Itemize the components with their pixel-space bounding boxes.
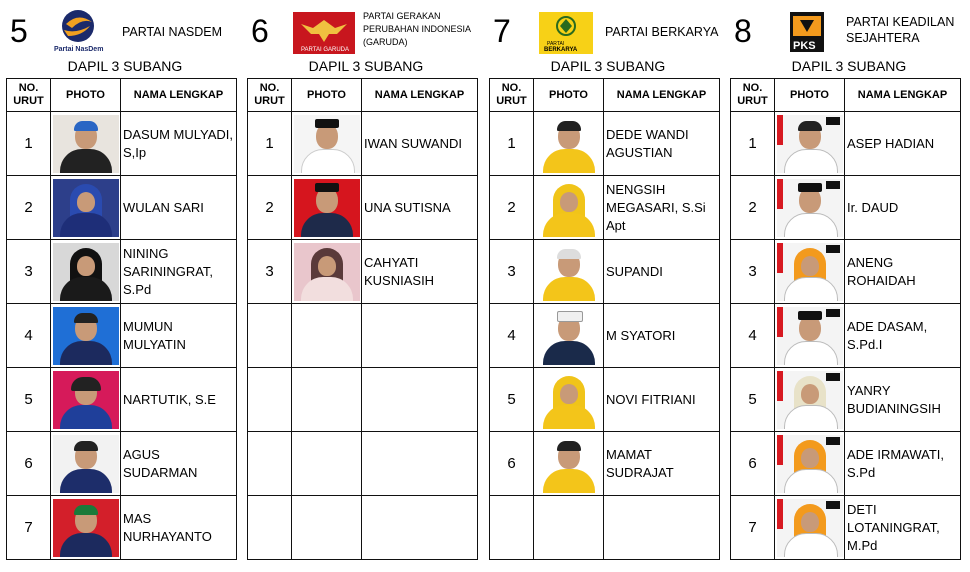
table-header-row xyxy=(7,79,237,112)
candidate-number: 4 xyxy=(731,304,775,368)
party-column-pks xyxy=(730,0,968,572)
table-row xyxy=(731,304,961,368)
candidate-number: 4 xyxy=(490,304,534,368)
candidate-name: DASUM MULYADI, S,Ip xyxy=(121,112,237,176)
candidate-name: YANRY BUDIANINGSIH xyxy=(845,368,961,432)
candidate-photo xyxy=(53,499,119,557)
candidate-photo xyxy=(53,243,119,301)
table-header-row xyxy=(248,79,478,112)
candidate-name xyxy=(362,368,478,432)
candidate-photo-cell xyxy=(775,176,845,240)
candidate-number: 3 xyxy=(731,240,775,304)
party-header xyxy=(489,0,727,78)
header-no-urut: NO. URUT xyxy=(7,79,51,112)
party-number: 6 xyxy=(251,13,269,49)
candidate-photo xyxy=(536,371,602,429)
party-column-berkarya xyxy=(489,0,727,572)
candidate-photo-cell xyxy=(534,432,604,496)
candidate-photo xyxy=(53,435,119,493)
party-header xyxy=(6,0,244,78)
party-header xyxy=(730,0,968,78)
svg-text:BERKARYA: BERKARYA xyxy=(544,47,578,53)
table-row xyxy=(490,496,720,560)
table-row xyxy=(490,304,720,368)
candidate-photo xyxy=(53,115,119,173)
candidate-photo-cell xyxy=(292,368,362,432)
table-row xyxy=(731,496,961,560)
header-no-urut: NO. URUT xyxy=(731,79,775,112)
candidate-photo xyxy=(536,307,602,365)
candidate-photo xyxy=(536,435,602,493)
candidate-name: SUPANDI xyxy=(604,240,720,304)
svg-text:Partai NasDem: Partai NasDem xyxy=(54,46,104,53)
candidate-name: DETI LOTANINGRAT, M.Pd xyxy=(845,496,961,560)
candidate-name: ANENG ROHAIDAH xyxy=(845,240,961,304)
table-header-row xyxy=(731,79,961,112)
table-row xyxy=(248,240,478,304)
candidate-table xyxy=(247,78,478,560)
svg-text:PARTAI GARUDA: PARTAI GARUDA xyxy=(301,47,350,53)
candidate-photo-cell xyxy=(775,240,845,304)
candidate-photo-cell xyxy=(775,496,845,560)
header-photo: PHOTO xyxy=(292,79,362,112)
candidate-photo-cell xyxy=(534,304,604,368)
candidate-photo xyxy=(777,499,843,557)
party-number: 8 xyxy=(734,13,752,49)
header-no-urut: NO. URUT xyxy=(248,79,292,112)
table-row xyxy=(490,240,720,304)
party-name: PARTAI NASDEM xyxy=(122,25,223,39)
candidate-number: 1 xyxy=(248,112,292,176)
candidate-number: 6 xyxy=(731,432,775,496)
pks-logo xyxy=(776,8,838,54)
candidate-photo xyxy=(536,179,602,237)
table-row xyxy=(731,112,961,176)
svg-text:PKS: PKS xyxy=(793,40,816,52)
candidate-photo-cell xyxy=(534,368,604,432)
garuda-logo xyxy=(293,8,355,54)
dapil-label: DAPIL 3 SUBANG xyxy=(791,58,907,74)
candidate-number xyxy=(490,496,534,560)
candidate-photo-cell xyxy=(51,496,121,560)
candidate-photo-cell xyxy=(292,176,362,240)
candidate-photo-cell xyxy=(51,432,121,496)
candidate-photo-cell xyxy=(292,496,362,560)
candidate-number: 5 xyxy=(7,368,51,432)
candidate-number: 1 xyxy=(490,112,534,176)
candidate-name: IWAN SUWANDI xyxy=(362,112,478,176)
header-photo: PHOTO xyxy=(534,79,604,112)
header-photo: PHOTO xyxy=(51,79,121,112)
berkarya-logo xyxy=(535,8,597,54)
candidate-name: ASEP HADIAN xyxy=(845,112,961,176)
header-nama-lengkap: NAMA LENGKAP xyxy=(845,79,961,112)
candidate-name xyxy=(362,432,478,496)
table-row xyxy=(731,432,961,496)
candidate-photo-cell xyxy=(292,112,362,176)
table-row xyxy=(731,176,961,240)
candidate-photo-cell xyxy=(775,368,845,432)
candidate-table xyxy=(730,78,961,560)
dapil-label: DAPIL 3 SUBANG xyxy=(67,58,183,74)
table-row xyxy=(7,368,237,432)
candidate-number: 6 xyxy=(490,432,534,496)
candidate-number: 5 xyxy=(490,368,534,432)
table-row xyxy=(490,368,720,432)
candidate-name: MUMUN MULYATIN xyxy=(121,304,237,368)
candidate-number: 6 xyxy=(7,432,51,496)
header-no-urut: NO. URUT xyxy=(490,79,534,112)
candidate-number: 7 xyxy=(7,496,51,560)
candidate-name xyxy=(604,496,720,560)
table-row xyxy=(248,368,478,432)
svg-text:PARTAI: PARTAI xyxy=(547,41,565,47)
table-row xyxy=(7,304,237,368)
candidate-photo-cell xyxy=(775,304,845,368)
candidate-number: 7 xyxy=(731,496,775,560)
candidate-name: NARTUTIK, S.E xyxy=(121,368,237,432)
candidate-number xyxy=(248,432,292,496)
candidate-name: NENGSIH MEGASARI, S.Si Apt xyxy=(604,176,720,240)
table-row xyxy=(490,112,720,176)
candidate-name: M SYATORI xyxy=(604,304,720,368)
party-column-garuda xyxy=(247,0,485,572)
candidate-photo-cell xyxy=(292,432,362,496)
candidate-name: UNA SUTISNA xyxy=(362,176,478,240)
candidate-name: DEDE WANDI AGUSTIAN xyxy=(604,112,720,176)
table-row xyxy=(7,112,237,176)
candidate-photo-cell xyxy=(51,240,121,304)
candidate-photo xyxy=(294,115,360,173)
candidate-number: 2 xyxy=(731,176,775,240)
candidate-number: 2 xyxy=(490,176,534,240)
table-row xyxy=(731,368,961,432)
candidate-table xyxy=(489,78,720,560)
table-row xyxy=(490,176,720,240)
header-nama-lengkap: NAMA LENGKAP xyxy=(604,79,720,112)
dapil-label: DAPIL 3 SUBANG xyxy=(308,58,424,74)
table-row xyxy=(248,432,478,496)
candidate-name: MAMAT SUDRAJAT xyxy=(604,432,720,496)
candidate-photo-cell xyxy=(292,304,362,368)
candidate-photo xyxy=(294,243,360,301)
party-column-nasdem xyxy=(6,0,244,572)
candidate-photo-cell xyxy=(51,112,121,176)
table-row xyxy=(7,240,237,304)
candidate-name: ADE IRMAWATI, S.Pd xyxy=(845,432,961,496)
party-name: PARTAI BERKARYA xyxy=(605,25,719,39)
candidate-name: NINING SARININGRAT, S.Pd xyxy=(121,240,237,304)
candidate-photo xyxy=(777,115,843,173)
candidate-table xyxy=(6,78,237,560)
table-row xyxy=(248,304,478,368)
candidate-photo xyxy=(53,179,119,237)
candidate-photo-cell xyxy=(292,240,362,304)
table-row xyxy=(248,112,478,176)
candidate-number: 1 xyxy=(7,112,51,176)
nasdem-logo xyxy=(52,8,114,54)
candidate-name: AGUS SUDARMAN xyxy=(121,432,237,496)
candidate-photo-cell xyxy=(534,176,604,240)
candidate-name xyxy=(362,304,478,368)
candidate-photo-cell xyxy=(775,432,845,496)
candidate-photo-cell xyxy=(51,176,121,240)
candidate-number: 3 xyxy=(7,240,51,304)
header-photo: PHOTO xyxy=(775,79,845,112)
dapil-label: DAPIL 3 SUBANG xyxy=(550,58,666,74)
candidate-photo xyxy=(536,243,602,301)
party-number: 5 xyxy=(10,13,28,49)
table-row xyxy=(7,496,237,560)
candidate-number: 4 xyxy=(7,304,51,368)
candidate-photo-cell xyxy=(51,368,121,432)
candidate-number: 3 xyxy=(490,240,534,304)
header-nama-lengkap: NAMA LENGKAP xyxy=(121,79,237,112)
candidate-photo-cell xyxy=(775,112,845,176)
table-header-row xyxy=(490,79,720,112)
candidate-photo xyxy=(294,179,360,237)
party-number: 7 xyxy=(493,13,511,49)
candidate-photo xyxy=(777,243,843,301)
candidate-number: 1 xyxy=(731,112,775,176)
candidate-name: NOVI FITRIANI xyxy=(604,368,720,432)
candidate-name: CAHYATI KUSNIASIH xyxy=(362,240,478,304)
table-row xyxy=(7,176,237,240)
table-row xyxy=(248,496,478,560)
candidate-number xyxy=(248,496,292,560)
table-row xyxy=(731,240,961,304)
table-row xyxy=(7,432,237,496)
candidate-number xyxy=(248,368,292,432)
candidate-number: 2 xyxy=(7,176,51,240)
candidate-name: WULAN SARI xyxy=(121,176,237,240)
candidate-photo-cell xyxy=(51,304,121,368)
candidate-number xyxy=(248,304,292,368)
candidate-photo-cell xyxy=(534,240,604,304)
header-nama-lengkap: NAMA LENGKAP xyxy=(362,79,478,112)
candidate-name: ADE DASAM, S.Pd.I xyxy=(845,304,961,368)
candidate-number: 2 xyxy=(248,176,292,240)
candidate-photo xyxy=(777,179,843,237)
candidate-photo xyxy=(777,307,843,365)
candidate-photo-cell xyxy=(534,496,604,560)
candidate-name xyxy=(362,496,478,560)
table-row xyxy=(490,432,720,496)
candidate-photo xyxy=(777,371,843,429)
party-header xyxy=(247,0,485,78)
candidate-name: Ir. DAUD xyxy=(845,176,961,240)
candidate-name: MAS NURHAYANTO xyxy=(121,496,237,560)
candidate-photo-cell xyxy=(534,112,604,176)
candidate-photo xyxy=(536,115,602,173)
party-name: PARTAI GERAKAN PERUBAHAN INDONESIA (GARUDA) xyxy=(363,11,471,47)
candidate-photo xyxy=(53,307,119,365)
party-name: PARTAI KEADILAN SEJAHTERA xyxy=(846,15,955,45)
candidate-photo xyxy=(53,371,119,429)
table-row xyxy=(248,176,478,240)
candidate-number: 3 xyxy=(248,240,292,304)
candidate-photo xyxy=(777,435,843,493)
candidate-number: 5 xyxy=(731,368,775,432)
